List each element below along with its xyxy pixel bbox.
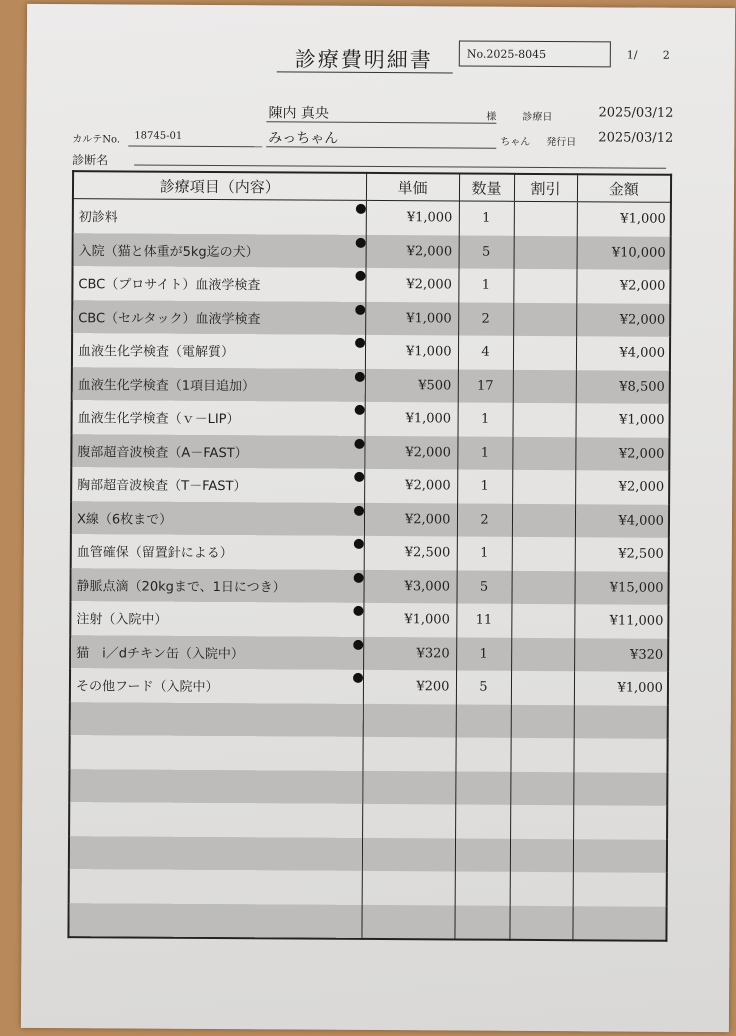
- discount-cell: [510, 738, 573, 772]
- unit-price-cell: [365, 368, 458, 402]
- marker-dot-icon: [352, 673, 362, 683]
- unit-price-cell: [362, 737, 455, 771]
- quantity-cell: [455, 737, 510, 771]
- items-body: [68, 199, 671, 941]
- discount-cell: [510, 838, 573, 872]
- karte-underline: [128, 145, 262, 147]
- marker-dot-icon: [353, 639, 363, 649]
- diagnosis-underline: [134, 165, 666, 169]
- amount-cell: [576, 370, 670, 404]
- unit-price: ¥320: [416, 645, 450, 662]
- unit-price: ¥1,000: [404, 612, 450, 628]
- amount-cell: [574, 571, 668, 605]
- karte-label: カルテNo.: [72, 134, 121, 146]
- table-row: [72, 300, 670, 337]
- discount-cell: [510, 872, 573, 906]
- unit-price-cell: [364, 469, 457, 503]
- amount: ¥2,000: [618, 479, 665, 495]
- marker-dot-icon: [354, 472, 364, 482]
- table-row: [73, 233, 671, 270]
- amount: ¥4,000: [618, 513, 665, 529]
- discount-cell: [513, 302, 576, 336]
- item-name: 注射（入院中）: [76, 612, 168, 628]
- table-row: [71, 534, 669, 571]
- quantity-cell: [458, 402, 513, 436]
- unit-price-cell: [363, 603, 456, 637]
- marker-dot-icon: [353, 606, 363, 616]
- amount-cell: [575, 504, 669, 538]
- discount-cell: [511, 604, 574, 638]
- item-name: その他フード（入院中）: [75, 679, 219, 696]
- exam-date: 2025/03/12: [598, 105, 674, 121]
- discount-cell: [514, 201, 577, 235]
- pet-underline: [266, 146, 496, 148]
- quantity-cell: [458, 335, 513, 369]
- item-name-cell: [70, 568, 363, 603]
- unit-price-cell: [363, 670, 456, 704]
- empty-table-row: [69, 735, 667, 772]
- quantity: 5: [481, 244, 491, 260]
- unit-price-cell: [362, 837, 455, 871]
- quantity-cell: [459, 235, 514, 269]
- discount-cell: [512, 470, 575, 504]
- discount-cell: [511, 637, 574, 671]
- quantity: 5: [479, 679, 488, 695]
- quantity: 1: [482, 210, 491, 226]
- quantity-cell: [456, 570, 511, 604]
- discount-cell: [510, 771, 573, 805]
- discount-cell: [513, 336, 576, 370]
- empty-table-row: [68, 903, 666, 941]
- discount-cell: [512, 537, 575, 571]
- amount-cell: [576, 336, 670, 370]
- item-name-cell: [69, 869, 362, 904]
- unit-price-cell: [362, 871, 455, 905]
- item-name-cell: [72, 367, 365, 402]
- unit-price-cell: [365, 301, 458, 335]
- item-name-cell: [70, 668, 363, 703]
- quantity: 1: [480, 545, 489, 561]
- unit-price-cell: [366, 200, 459, 235]
- quantity: 1: [481, 277, 491, 293]
- amount: ¥2,500: [618, 546, 664, 562]
- item-name: CBC（プロサイト）血液学検査: [78, 277, 261, 294]
- discount-cell: [514, 235, 577, 269]
- quantity: 1: [480, 411, 490, 427]
- amount: ¥10,000: [611, 245, 666, 261]
- discount-cell: [511, 570, 574, 604]
- quantity-cell: [458, 268, 513, 302]
- marker-dot-icon: [355, 271, 365, 281]
- table-row: [70, 668, 668, 705]
- unit-price: ¥2,000: [405, 444, 451, 461]
- empty-table-row: [69, 802, 667, 839]
- marker-dot-icon: [354, 505, 364, 515]
- item-name: 初診料: [78, 210, 118, 226]
- table-row: [70, 568, 668, 605]
- table-row: [72, 367, 670, 404]
- discount-cell: [512, 503, 575, 537]
- item-name-cell: [69, 769, 362, 804]
- discount-cell: [511, 671, 574, 705]
- marker-dot-icon: [355, 304, 365, 314]
- item-name: X線（6枚まで）: [76, 511, 173, 528]
- amount-cell: [577, 236, 671, 270]
- pet-suffix: ちゃん: [500, 136, 531, 148]
- unit-price-cell: [362, 804, 455, 838]
- amount: ¥2,000: [619, 312, 666, 328]
- empty-table-row: [70, 702, 668, 739]
- amount-cell: [573, 772, 667, 806]
- quantity-cell: [454, 905, 509, 940]
- discount-cell: [513, 269, 576, 303]
- item-name: 入院（猫と体重が5kg迄の犬）: [78, 243, 259, 261]
- quantity-cell: [455, 838, 510, 872]
- item-name-cell: [70, 601, 363, 636]
- discount-cell: [511, 704, 574, 738]
- quantity-cell: [455, 871, 510, 905]
- empty-table-row: [69, 869, 667, 906]
- header-quantity: 数量: [459, 173, 514, 201]
- amount: ¥320: [630, 647, 664, 663]
- table-row: [72, 266, 670, 303]
- quantity: 2: [481, 311, 490, 327]
- quantity-cell: [457, 503, 512, 537]
- unit-price-cell: [362, 770, 455, 804]
- table-row: [70, 635, 668, 672]
- item-name: 胸部超音波検査（T－FAST）: [77, 478, 247, 495]
- quantity: 5: [479, 579, 489, 595]
- amount-cell: [573, 805, 667, 839]
- discount-cell: [510, 805, 573, 839]
- item-name: 血液生化学検査（1項目追加）: [77, 377, 256, 394]
- table-row: [71, 434, 669, 471]
- item-name-cell: [72, 400, 365, 435]
- quantity-cell: [457, 469, 512, 503]
- unit-price: ¥200: [416, 679, 450, 695]
- discount-cell: [512, 436, 575, 470]
- doc-number: No.2025-8045: [466, 47, 547, 62]
- header-amount: 金額: [577, 174, 671, 202]
- amount-cell: [576, 303, 670, 337]
- table-header-row: [73, 171, 671, 202]
- diagnosis-label: 診断名: [72, 153, 109, 168]
- unit-price-cell: [364, 536, 457, 570]
- unit-price: ¥2,000: [404, 511, 451, 528]
- quantity: 1: [479, 646, 488, 662]
- amount-cell: [574, 638, 668, 672]
- item-name-cell: [72, 300, 365, 335]
- table-row: [71, 467, 669, 504]
- quantity-cell: [459, 201, 514, 235]
- quantity-cell: [458, 369, 513, 403]
- header-item: 診療項目（内容）: [73, 171, 366, 200]
- empty-table-row: [69, 769, 667, 806]
- owner-underline: [266, 121, 496, 123]
- table-row: [72, 333, 670, 370]
- amount-cell: [577, 202, 671, 237]
- issue-date-label: 発行日: [546, 137, 577, 149]
- amount: ¥15,000: [609, 580, 664, 596]
- discount-cell: [513, 403, 576, 437]
- karte-number: 18745-01: [134, 130, 183, 142]
- item-name-cell: [70, 702, 363, 737]
- amount: ¥2,000: [618, 446, 665, 462]
- amount: ¥2,000: [619, 278, 666, 295]
- quantity-cell: [456, 704, 511, 738]
- marker-dot-icon: [355, 204, 365, 214]
- unit-price-cell: [365, 335, 458, 369]
- marker-dot-icon: [353, 572, 363, 582]
- table-row: [72, 400, 670, 437]
- quantity: 1: [480, 445, 490, 461]
- quantity-cell: [456, 637, 511, 671]
- item-name: 腹部超音波検査（A－FAST）: [77, 444, 248, 461]
- item-name-cell: [71, 501, 364, 536]
- unit-price: ¥500: [418, 377, 452, 394]
- unit-price: ¥3,000: [404, 578, 451, 595]
- amount: ¥1,000: [617, 680, 664, 696]
- amount: ¥8,500: [619, 379, 665, 395]
- quantity: 2: [480, 512, 489, 528]
- item-name-cell: [68, 903, 361, 939]
- table-row: [73, 199, 671, 237]
- discount-cell: [513, 369, 576, 403]
- unit-price-cell: [365, 402, 458, 436]
- unit-price: ¥1,000: [405, 344, 452, 360]
- item-name: 血管確保（留置針による）: [76, 545, 233, 562]
- amount-cell: [574, 705, 668, 739]
- unit-price: ¥2,000: [406, 243, 453, 260]
- items-table: [67, 170, 672, 942]
- marker-dot-icon: [355, 237, 365, 247]
- empty-table-row: [69, 836, 667, 873]
- amount-cell: [575, 437, 669, 471]
- amount-cell: [573, 738, 667, 772]
- item-name-cell: [72, 266, 365, 301]
- quantity-cell: [457, 436, 512, 470]
- quantity-cell: [457, 536, 512, 570]
- item-name-cell: [71, 467, 364, 502]
- quantity: 1: [480, 478, 489, 494]
- unit-price: ¥2,000: [406, 277, 452, 293]
- page-total: 2: [662, 48, 670, 62]
- amount: ¥4,000: [619, 345, 666, 362]
- pet-name: みっちゃん: [268, 130, 339, 147]
- exam-date-label: 診療日: [522, 111, 553, 124]
- quantity-cell: [458, 302, 513, 336]
- item-name-cell: [70, 635, 363, 670]
- item-name: 血液生化学検査（ｖ－LIP）: [77, 411, 240, 428]
- amount-cell: [576, 403, 670, 437]
- amount-cell: [575, 537, 669, 571]
- amount-cell: [574, 604, 668, 638]
- quantity-cell: [456, 670, 511, 704]
- item-name: 静脈点滴（20kgまで、1日につき）: [76, 578, 286, 596]
- unit-price-cell: [365, 268, 458, 302]
- amount: ¥11,000: [609, 613, 664, 629]
- unit-price: ¥1,000: [405, 411, 452, 427]
- header-discount: 割引: [514, 174, 577, 202]
- marker-dot-icon: [354, 371, 364, 381]
- discount-cell: [509, 905, 572, 940]
- quantity-cell: [456, 603, 511, 637]
- amount-cell: [574, 671, 668, 705]
- amount-cell: [573, 872, 667, 906]
- table-row: [71, 501, 669, 538]
- marker-dot-icon: [354, 438, 364, 448]
- owner-suffix: 様: [486, 111, 497, 123]
- unit-price-cell: [363, 703, 456, 737]
- item-name-cell: [69, 836, 362, 871]
- unit-price-cell: [364, 502, 457, 536]
- unit-price-cell: [363, 636, 456, 670]
- unit-price-cell: [366, 234, 459, 268]
- quantity: 17: [476, 378, 494, 394]
- item-name: 猫 i／dチキン缶（入院中）: [76, 645, 244, 662]
- invoice-paper: [21, 4, 735, 1032]
- item-name-cell: [73, 233, 366, 268]
- item-name-cell: [71, 534, 364, 569]
- unit-price: ¥2,000: [405, 478, 451, 494]
- unit-price-cell: [364, 435, 457, 469]
- amount-cell: [573, 839, 667, 873]
- header-unit-price: 単価: [366, 173, 459, 201]
- amount-cell: [572, 906, 666, 941]
- item-name-cell: [72, 333, 365, 368]
- marker-dot-icon: [355, 338, 365, 348]
- unit-price: ¥2,500: [404, 545, 451, 561]
- amount: ¥1,000: [620, 211, 666, 228]
- amount: ¥1,000: [619, 412, 665, 428]
- marker-dot-icon: [354, 405, 364, 415]
- unit-price: ¥1,000: [406, 210, 453, 226]
- quantity: 4: [481, 344, 490, 360]
- page-number: 1/: [626, 48, 638, 62]
- table-row: [70, 601, 668, 638]
- amount-cell: [576, 269, 670, 303]
- document-title: 診療費明細書: [294, 47, 433, 73]
- unit-price-cell: [363, 569, 456, 603]
- amount-cell: [575, 470, 669, 504]
- quantity-cell: [455, 771, 510, 805]
- item-name: 血液生化学検査（電解質）: [77, 344, 235, 361]
- unit-price-cell: [361, 904, 454, 939]
- item-name-cell: [69, 802, 362, 837]
- quantity-cell: [455, 804, 510, 838]
- item-name: CBC（セルタック）血液学検査: [78, 310, 261, 328]
- issue-date: 2025/03/12: [598, 130, 674, 146]
- owner-name: 陳内 真央: [268, 105, 329, 122]
- item-name-cell: [69, 735, 362, 770]
- item-name-cell: [73, 199, 366, 235]
- item-name-cell: [71, 434, 364, 469]
- quantity: 11: [475, 612, 493, 628]
- marker-dot-icon: [353, 539, 363, 549]
- unit-price: ¥1,000: [406, 310, 452, 327]
